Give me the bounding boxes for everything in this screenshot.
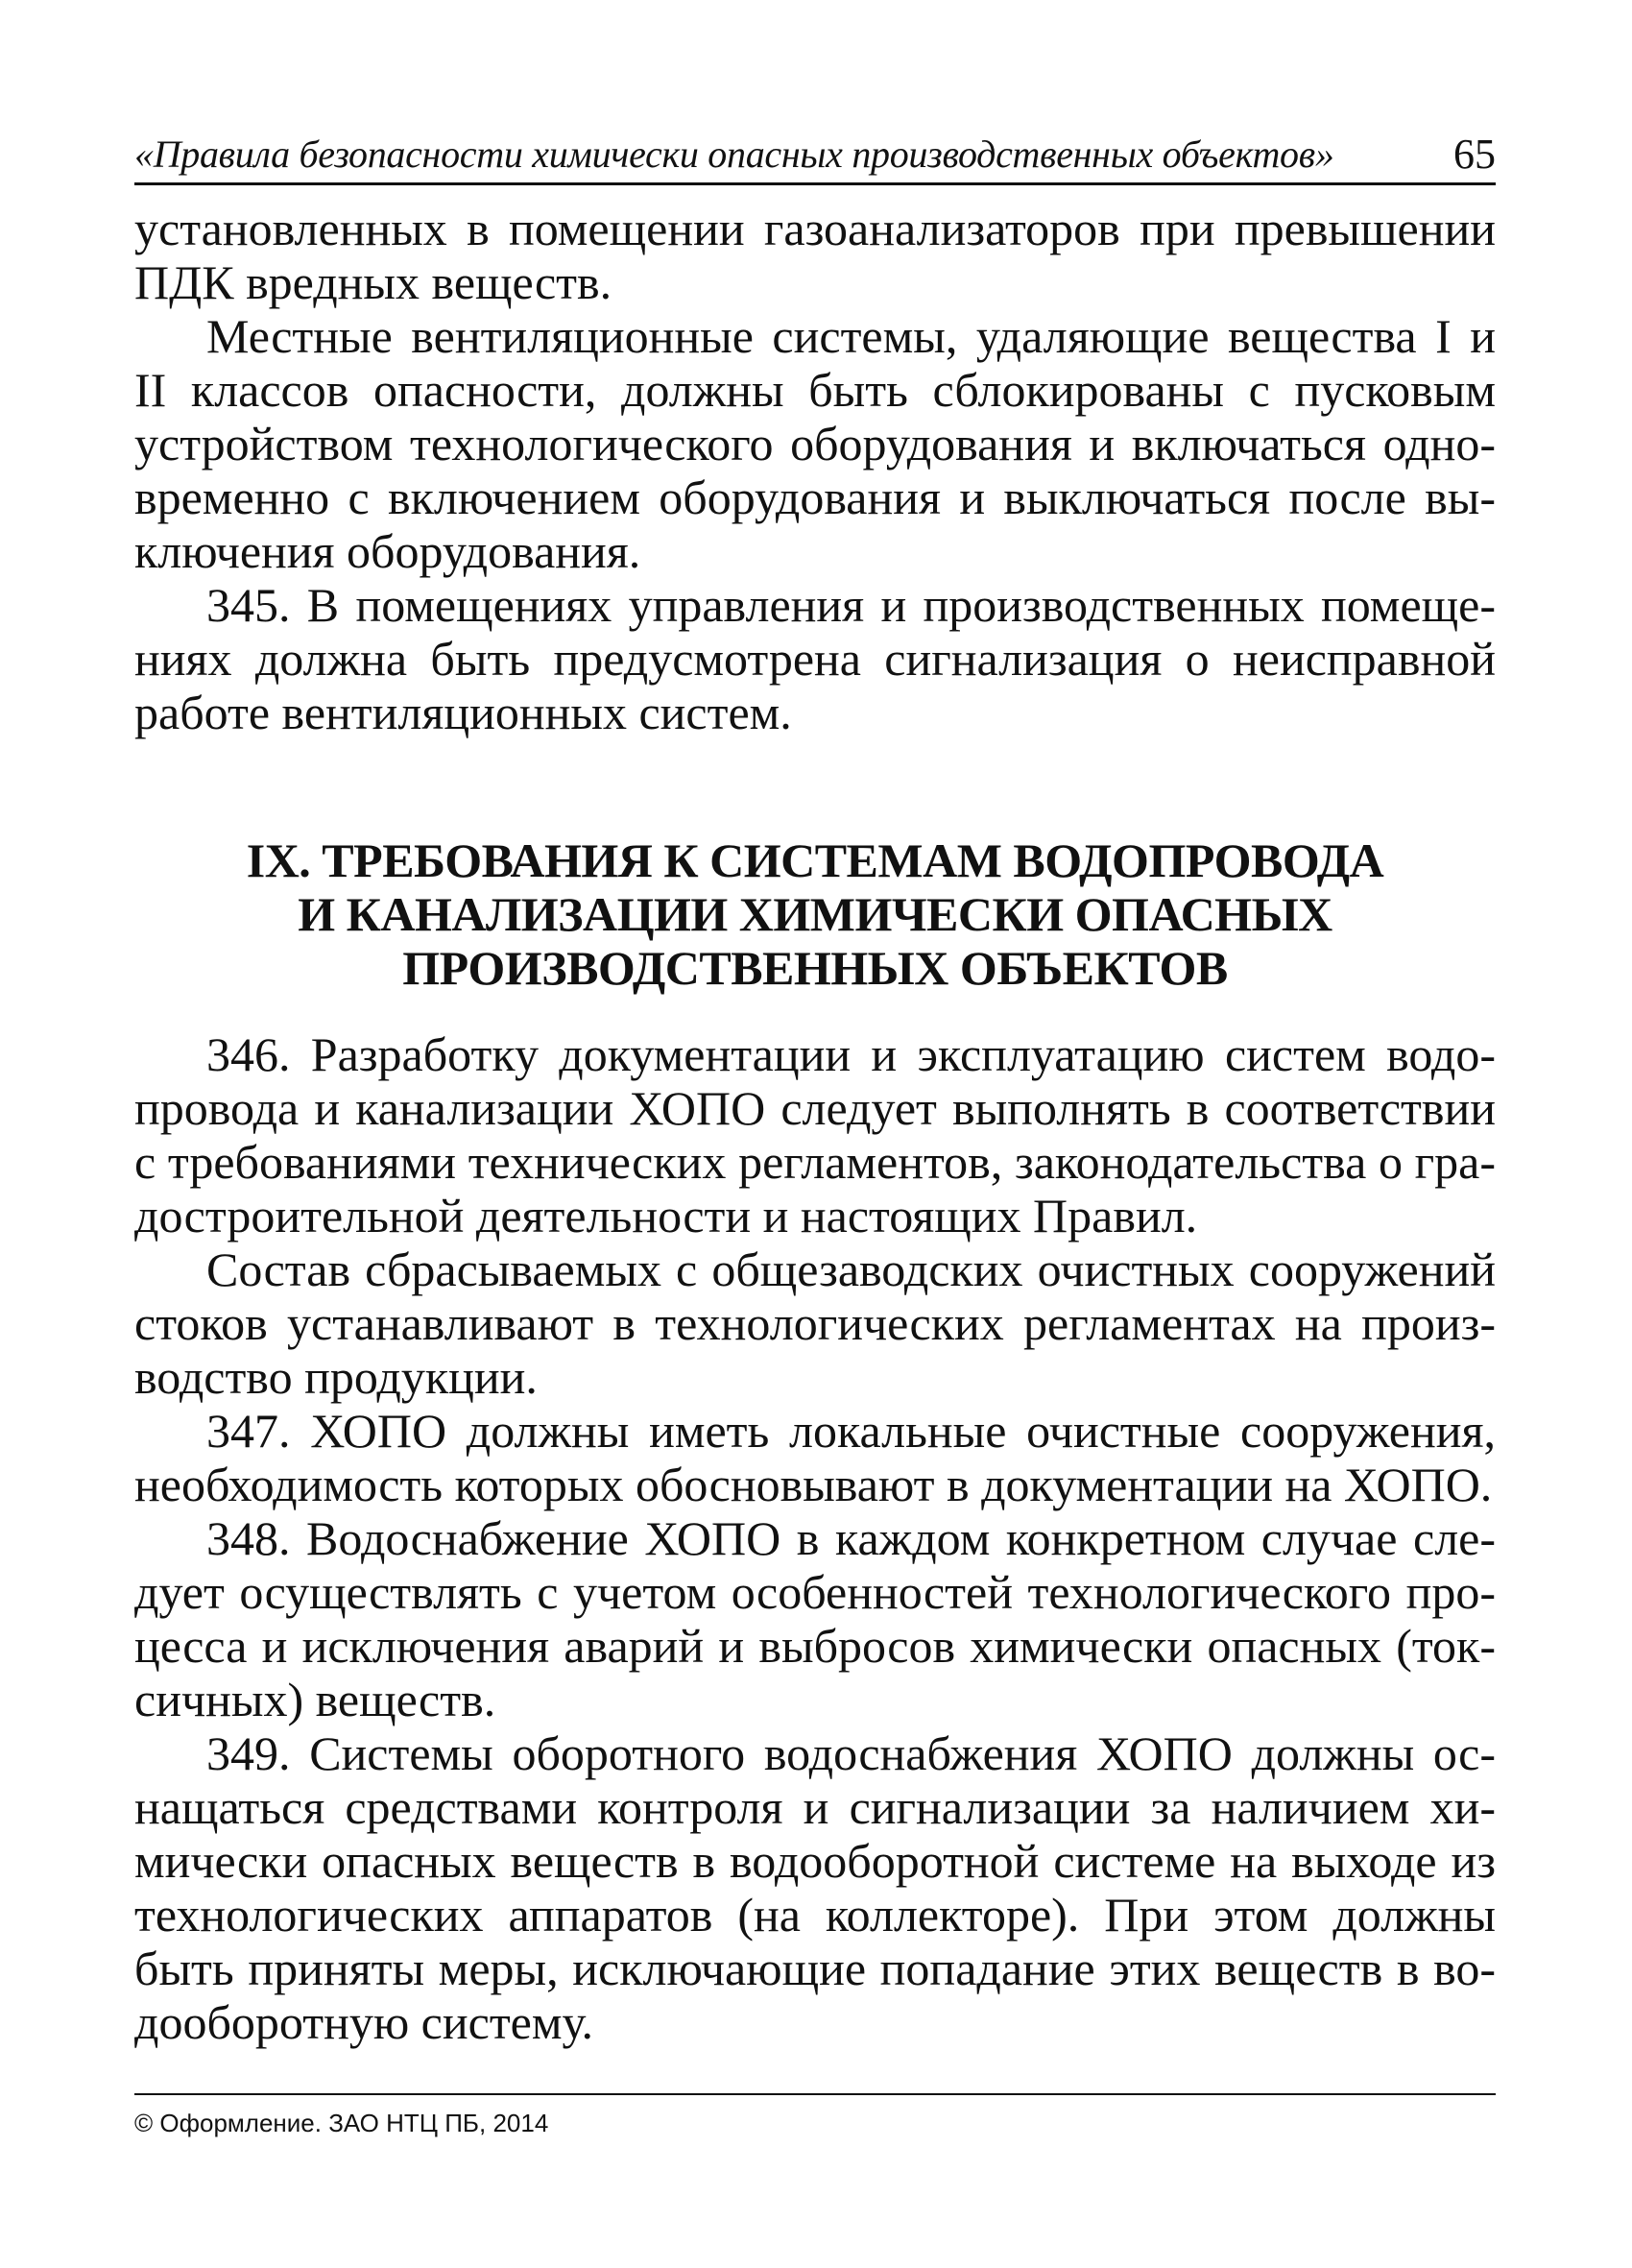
paragraph-347: 347. ХОПО должны иметь локальные очистные сооружения, необходимость которых обосновывают в документации на ХОПО.: [134, 1404, 1496, 1511]
paragraph-348: 348. Водоснабжение ХОПО в каждом конкретном случае следует осуществлять с учетом особенностей технологического процесса и исключения аварий и выбросов химически опасных (токсичных) веществ.: [134, 1511, 1496, 1726]
paragraph-346: 346. Разработку документации и эксплуатацию систем водопровода и канализации ХОПО следует выполнять в соответствии с требованиями технических регламентов, законодательства о градостроительной деятельности и настоящих Правил.: [134, 1027, 1496, 1243]
section-heading-line-2: И КАНАЛИЗАЦИИ ХИМИЧЕСКИ ОПАСНЫХ: [298, 887, 1332, 941]
section-heading-line-3: ПРОИЗВОДСТВЕННЫХ ОБЪЕКТОВ: [402, 941, 1228, 995]
page-number: 65: [1453, 131, 1496, 178]
section-heading: [134, 833, 1496, 995]
paragraph-discharge: Состав сбрасываемых с общезаводских очистных сооружений стоков устанавливают в технологических регламентах на производство продукции.: [134, 1243, 1496, 1404]
paragraph-local-ventilation: Местные вентиляционные системы, удаляющие вещества I и II классов опасности, должны быть сблокированы с пусковым устройством технологического оборудования и включаться одновременно с включением оборудования и выключаться после выключения оборудования.: [134, 309, 1496, 578]
footer-divider: [134, 2093, 1496, 2095]
paragraph-345: 345. В помещениях управления и производственных помещениях должна быть предусмотрена сигнализация о неисправной работе вентиляционных систем.: [134, 578, 1496, 739]
running-title: «Правила безопасности химически опасных производственных объектов»: [134, 133, 1334, 176]
paragraph-349: 349. Системы оборотного водоснабжения ХОПО должны оснащаться средствами контроля и сигнализации за наличием химически опасных веществ в водооборотной системе на выходе из технологических аппаратов (на коллекторе). При этом должны быть приняты меры, исключающие попадание этих веществ в водооборотную систему.: [134, 1726, 1496, 2049]
intro-text: [134, 202, 1496, 739]
paragraph-continuation: установленных в помещении газоанализаторов при превышении ПДК вредных веществ.: [134, 202, 1496, 309]
section-heading-line-1: IX. ТРЕБОВАНИЯ К СИСТЕМАМ ВОДОПРОВОДА: [246, 833, 1384, 887]
footer-copyright: © Оформление. ЗАО НТЦ ПБ, 2014: [134, 2109, 549, 2137]
section-body: [134, 1027, 1496, 2049]
page-header: [134, 127, 1496, 185]
